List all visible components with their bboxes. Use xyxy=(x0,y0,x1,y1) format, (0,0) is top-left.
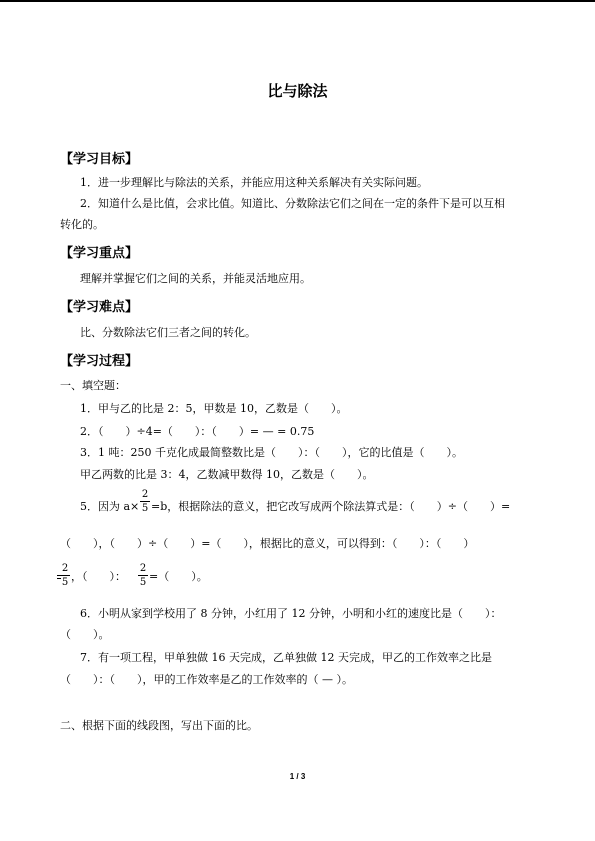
top-rule xyxy=(0,0,595,2)
section-heading-difficulty: 【学习难点】 xyxy=(60,300,139,315)
question-4: 甲乙两数的比是 3：4，乙数减甲数得 10，乙数是（ ）。 xyxy=(80,468,374,481)
key-text: 理解并掌握它们之间的关系，并能灵活地应用。 xyxy=(80,272,311,285)
fraction-bar xyxy=(140,501,150,502)
part1-heading: 一、填空题： xyxy=(60,379,126,392)
difficulty-text: 比、分数除法它们三者之间的转化。 xyxy=(80,326,256,339)
fraction-bar xyxy=(138,575,148,576)
question-7-cont: （ ）：（ ），甲的工作效率是乙的工作效率的（ — ）。 xyxy=(60,673,353,686)
question-5-suffix: =b，根据除法的意义，把它改写成两个除法算式是：（ ）÷（ ）= xyxy=(151,500,511,513)
page-number: 1 / 3 xyxy=(289,772,306,781)
section-heading-process: 【学习过程】 xyxy=(60,354,139,369)
question-5-line3-mid: ，（ ）： xyxy=(71,570,126,583)
fraction-denominator: 5 xyxy=(61,577,69,588)
question-6: 6．小明从家到学校用了 8 分钟，小红用了 12 分钟，小明和小红的速度比是（ ）： xyxy=(80,607,502,620)
fraction-denominator: 5 xyxy=(139,577,147,588)
fraction-numerator: 2 xyxy=(139,563,147,574)
question-1: 1．甲与乙的比是 2：5，甲数是 10，乙数是（ ）。 xyxy=(80,402,348,415)
fraction-denominator: 5 xyxy=(141,503,149,514)
page-title: 比与除法 xyxy=(267,82,328,100)
fraction-bar xyxy=(60,575,70,576)
part2-heading: 二、根据下面的线段图，写出下面的比。 xyxy=(60,719,258,732)
question-5-line2: （ ），（ ）÷（ ）=（ ），根据比的意义，可以得到：（ ）：（ ） xyxy=(60,537,475,550)
goal-2-cont: 转化的。 xyxy=(60,218,104,231)
question-2: 2．（ ）÷4=（ ）：（ ）= — = 0.75 xyxy=(80,425,315,438)
question-3: 3．1 吨：250 千克化成最简整数比是（ ）：（ ），它的比值是（ ）。 xyxy=(80,446,463,459)
question-7: 7．有一项工程，甲单独做 16 天完成，乙单独做 12 天完成，甲乙的工作效率之比是 xyxy=(80,651,492,664)
question-6-cont: （ ）。 xyxy=(60,628,110,641)
fraction-numerator: 2 xyxy=(61,563,69,574)
section-heading-key: 【学习重点】 xyxy=(60,246,139,261)
section-heading-goals: 【学习目标】 xyxy=(60,152,139,167)
question-5-prefix: 5．因为 a× xyxy=(80,500,140,513)
goal-2: 2．知道什么是比值，会求比值。知道比、分数除法它们之间在一定的条件下是可以互相 xyxy=(80,197,505,210)
question-5-line3-end: =（ ）。 xyxy=(149,570,208,583)
goal-1: 1．进一步理解比与除法的关系，并能应用这种关系解决有关实际问题。 xyxy=(80,176,428,189)
fraction-numerator: 2 xyxy=(141,489,149,500)
